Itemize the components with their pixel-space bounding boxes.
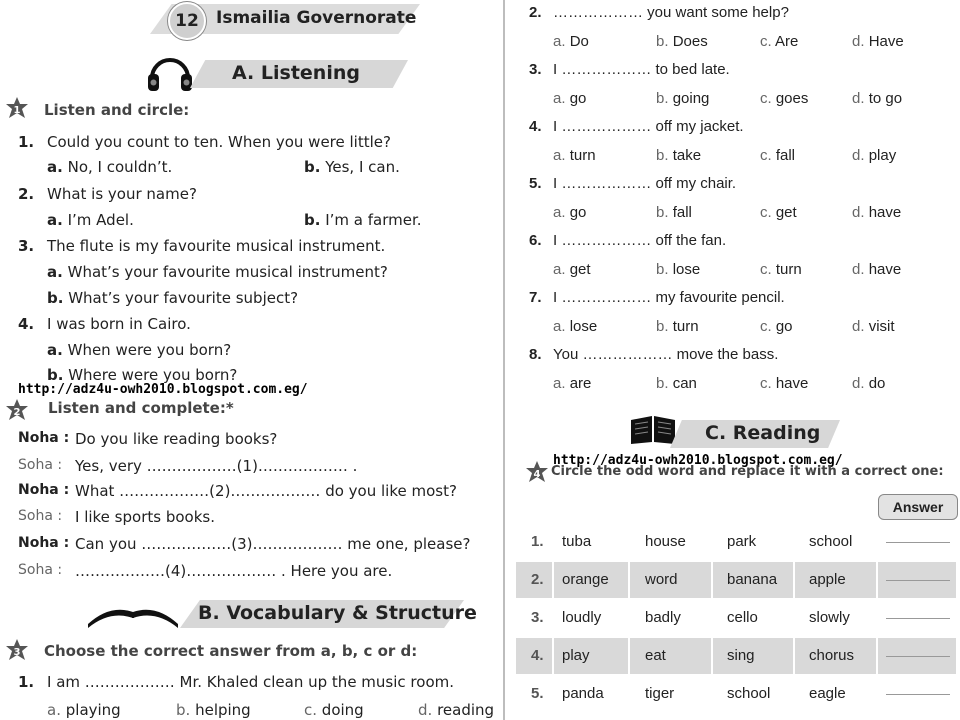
answer-tab: Answer <box>878 494 958 520</box>
option-letter: c. <box>760 375 772 392</box>
option-b[interactable] <box>656 90 709 107</box>
option-text: have <box>775 375 809 392</box>
option-text: get <box>775 204 797 221</box>
cell-separator <box>552 562 554 598</box>
word-cell[interactable]: cello <box>727 609 758 626</box>
option-letter: d. <box>852 204 865 221</box>
option-text: have <box>868 261 902 278</box>
option-c[interactable] <box>760 261 802 278</box>
section-title-vocab: B. Vocabulary & Structure <box>198 602 477 624</box>
svg-text:1: 1 <box>13 105 21 116</box>
answer-blank[interactable] <box>886 542 950 543</box>
question-number: 2. <box>529 4 542 21</box>
option-text: Does <box>672 33 708 50</box>
cell-separator <box>552 638 554 674</box>
option-a[interactable]: a. playing <box>47 701 121 719</box>
option-a[interactable] <box>553 318 597 335</box>
option-a[interactable] <box>553 261 591 278</box>
question-text[interactable]: I ……………… off my chair. <box>553 175 737 192</box>
row-number: 1. <box>531 533 544 550</box>
column-divider <box>503 0 505 720</box>
word-cell[interactable]: eagle <box>809 685 846 702</box>
watermark-url[interactable]: http://adz4u-owh2010.blogspot.com.eg/ <box>553 453 843 468</box>
option-letter: a. <box>553 147 566 164</box>
option-a[interactable] <box>553 33 589 50</box>
exercise-2-title: Listen and complete:* <box>48 399 234 417</box>
option-letter: c. <box>760 261 772 278</box>
option-b[interactable]: b. What’s your favourite subject? <box>47 289 299 307</box>
dialogue-line: I like sports books. <box>75 508 215 526</box>
word-cell[interactable]: house <box>645 533 686 550</box>
question-number: 5. <box>529 175 542 192</box>
question-text[interactable]: I ……………… to bed late. <box>553 61 730 78</box>
option-b[interactable] <box>656 261 700 278</box>
answer-blank[interactable] <box>886 694 950 695</box>
cell-separator <box>628 562 630 598</box>
option-text: going <box>672 90 710 107</box>
option-letter: b. <box>656 318 669 335</box>
option-text: Have <box>868 33 904 50</box>
option-letter: a. <box>553 318 566 335</box>
option-d[interactable] <box>852 33 904 50</box>
word-cell[interactable]: panda <box>562 685 604 702</box>
option-c[interactable] <box>760 147 795 164</box>
option-text: can <box>672 375 697 392</box>
option-d[interactable] <box>852 147 896 164</box>
option-text: play <box>868 147 897 164</box>
svg-text:3: 3 <box>13 647 21 658</box>
question-text[interactable]: I ……………… my favourite pencil. <box>553 289 785 306</box>
word-cell[interactable]: school <box>727 685 771 702</box>
question-number: 6. <box>529 232 542 249</box>
option-text: fall <box>672 204 692 221</box>
section-title-reading: C. Reading <box>705 422 821 444</box>
option-text: Do <box>569 33 589 50</box>
word-cell[interactable]: park <box>727 533 757 550</box>
cell-separator <box>711 638 713 674</box>
option-letter: a. <box>553 33 566 50</box>
dialogue-line[interactable]: ………………(4)……………… . Here you are. <box>75 562 393 580</box>
word-cell[interactable]: slowly <box>809 609 850 626</box>
option-a[interactable] <box>553 375 591 392</box>
option-letter: c. <box>760 204 772 221</box>
dialogue-line[interactable]: Can you ………………(3)……………… me one, please? <box>75 535 471 553</box>
option-b[interactable] <box>656 147 701 164</box>
section-title-listening: A. Listening <box>232 62 360 84</box>
option-c[interactable]: c. doing <box>304 701 364 719</box>
option-b[interactable] <box>656 204 692 221</box>
word-cell[interactable]: play <box>562 647 590 664</box>
option-text: get <box>569 261 591 278</box>
option-text: are <box>569 375 592 392</box>
option-text: goes <box>775 90 809 107</box>
option-letter: d. <box>852 261 865 278</box>
option-text: go <box>569 204 587 221</box>
speaker-label: Soha : <box>18 508 63 524</box>
row-number: 2. <box>531 571 544 588</box>
option-text: Are <box>775 33 799 50</box>
option-letter: d. <box>852 375 865 392</box>
option-b[interactable] <box>656 318 699 335</box>
word-cell[interactable]: eat <box>645 647 666 664</box>
question-text[interactable]: I ……………… off the fan. <box>553 232 727 249</box>
option-d[interactable] <box>852 375 885 392</box>
option-text: turn <box>775 261 802 278</box>
option-letter: a. <box>553 90 566 107</box>
open-book-icon <box>628 412 678 446</box>
option-c[interactable] <box>760 33 798 50</box>
row-number: 5. <box>531 685 544 702</box>
list-item: 4. I was born in Cairo. <box>18 315 191 333</box>
option-b[interactable]: b. Yes, I can. <box>304 158 400 176</box>
option-d[interactable] <box>852 261 901 278</box>
option-letter: b. <box>656 261 669 278</box>
answer-blank[interactable] <box>886 656 950 657</box>
word-cell[interactable]: word <box>645 571 678 588</box>
option-d[interactable] <box>852 318 895 335</box>
option-text: have <box>868 204 902 221</box>
option-text: take <box>672 147 702 164</box>
cell-separator <box>711 562 713 598</box>
question-number: 8. <box>529 346 542 363</box>
cell-separator <box>793 638 795 674</box>
option-d[interactable] <box>852 90 902 107</box>
cell-separator <box>628 638 630 674</box>
exercise-badge-icon <box>4 398 30 424</box>
option-d[interactable] <box>852 204 901 221</box>
option-a[interactable]: a. I’m Adel. <box>47 211 134 229</box>
cell-separator <box>876 562 878 598</box>
exercise-badge-icon <box>524 460 550 486</box>
answer-blank[interactable] <box>886 580 950 581</box>
word-cell[interactable]: apple <box>809 571 846 588</box>
option-text: to go <box>868 90 903 107</box>
option-letter: b. <box>656 33 669 50</box>
option-c[interactable] <box>760 204 797 221</box>
dialogue-line: Do you like reading books? <box>75 430 278 448</box>
word-cell[interactable]: tiger <box>645 685 675 702</box>
question-number: 4. <box>529 118 542 135</box>
word-cell[interactable]: orange <box>562 571 609 588</box>
question-text[interactable]: ……………… you want some help? <box>553 4 789 21</box>
option-letter: c. <box>760 318 772 335</box>
word-cell[interactable]: loudly <box>562 609 602 626</box>
word-cell[interactable]: badly <box>645 609 681 626</box>
option-a[interactable] <box>553 204 586 221</box>
option-d[interactable]: d. reading <box>418 701 495 719</box>
word-cell[interactable]: chorus <box>809 647 855 664</box>
option-text: fall <box>775 147 796 164</box>
list-item: 1. Could you count to ten. When you were little? <box>18 133 391 151</box>
svg-text:4: 4 <box>533 469 541 480</box>
exercise-3-title: Choose the correct answer from a, b, c or d: <box>44 642 418 660</box>
list-item: 2. What is your name? <box>18 185 197 203</box>
page-title: Ismailia Governorate <box>216 8 417 28</box>
option-letter: d. <box>852 318 865 335</box>
option-letter: d. <box>852 147 865 164</box>
option-text: go <box>569 90 587 107</box>
question-text[interactable]: You ……………… move the bass. <box>553 346 779 363</box>
speaker-label: Noha : <box>18 535 70 551</box>
svg-text:2: 2 <box>13 407 21 418</box>
open-book-icon <box>84 596 182 630</box>
option-a[interactable]: a. No, I couldn’t. <box>47 158 173 176</box>
list-item: 1. I am ……………… Mr. Khaled clean up the music room. <box>18 673 454 691</box>
exercise-1-title: Listen and circle: <box>44 101 190 119</box>
dialogue-line[interactable]: What ………………(2)……………… do you like most? <box>75 482 457 500</box>
option-a[interactable] <box>553 147 596 164</box>
option-a[interactable] <box>553 90 586 107</box>
word-cell[interactable]: sing <box>727 647 755 664</box>
option-letter: b. <box>656 90 669 107</box>
option-letter: a. <box>553 261 566 278</box>
option-letter: c. <box>760 33 772 50</box>
option-b[interactable]: b. I’m a farmer. <box>304 211 422 229</box>
speaker-label: Noha : <box>18 482 70 498</box>
option-letter: c. <box>760 90 772 107</box>
list-item: 3. The flute is my favourite musical instrument. <box>18 237 386 255</box>
row-number: 4. <box>531 647 544 664</box>
option-letter: b. <box>656 204 669 221</box>
speaker-label: Noha : <box>18 430 70 446</box>
option-letter: b. <box>656 375 669 392</box>
exercise-badge-icon <box>4 96 30 122</box>
option-c[interactable] <box>760 318 793 335</box>
word-cell[interactable]: school <box>809 533 853 550</box>
speaker-label: Soha : <box>18 457 63 473</box>
exercise-badge-icon <box>4 638 30 664</box>
watermark-url[interactable]: http://adz4u-owh2010.blogspot.com.eg/ <box>18 382 308 397</box>
option-letter: b. <box>656 147 669 164</box>
option-letter: c. <box>760 147 772 164</box>
option-b[interactable]: b. helping <box>176 701 251 719</box>
option-letter: d. <box>852 90 865 107</box>
option-b[interactable] <box>656 33 708 50</box>
option-text: turn <box>569 147 596 164</box>
option-c[interactable] <box>760 375 808 392</box>
option-letter: a. <box>553 375 566 392</box>
exam-number: 12 <box>168 2 206 40</box>
option-text: turn <box>672 318 699 335</box>
word-cell[interactable]: banana <box>727 571 778 588</box>
cell-separator <box>793 562 795 598</box>
dialogue-line[interactable]: Yes, very ………………(1)……………… . <box>75 457 358 475</box>
headphones-icon <box>146 52 194 94</box>
speaker-label: Soha : <box>18 562 63 578</box>
cell-separator <box>876 638 878 674</box>
exercise-4-title: Circle the odd word and replace it with a correct one: <box>551 464 944 479</box>
option-text: lose <box>569 318 598 335</box>
option-text: visit <box>868 318 895 335</box>
question-number: 3. <box>529 61 542 78</box>
option-a[interactable]: a. When were you born? <box>47 341 232 359</box>
word-cell[interactable]: tuba <box>562 533 592 550</box>
option-c[interactable] <box>760 90 808 107</box>
option-text: go <box>775 318 793 335</box>
option-b[interactable]: b. Where were you born? <box>47 366 238 384</box>
option-a[interactable]: a. What’s your favourite musical instrument? <box>47 263 388 281</box>
option-letter: d. <box>852 33 865 50</box>
row-number: 3. <box>531 609 544 626</box>
option-letter: a. <box>553 204 566 221</box>
option-text: do <box>868 375 886 392</box>
question-text[interactable]: I ……………… off my jacket. <box>553 118 744 135</box>
answer-blank[interactable] <box>886 618 950 619</box>
question-number: 7. <box>529 289 542 306</box>
option-b[interactable] <box>656 375 697 392</box>
option-text: lose <box>672 261 701 278</box>
